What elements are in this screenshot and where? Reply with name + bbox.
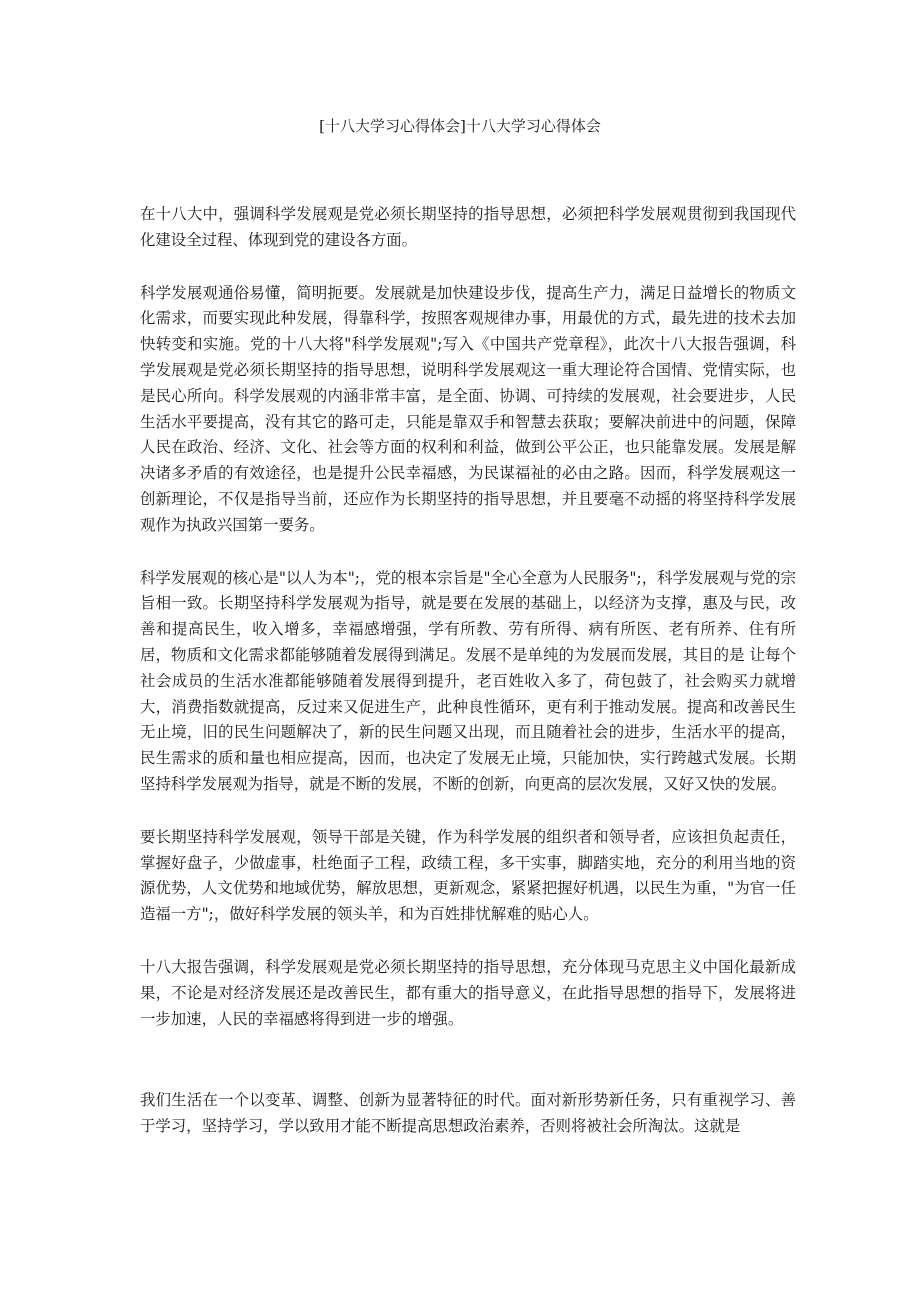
paragraph: 在十八大中，强调科学发展观是党必须长期坚持的指导思想，必须把科学发展观贯彻到我国现代化建设全过程、体现到党的建设各方面。 [140,205,796,249]
paragraph: 科学发展观的核心是"以人为本";，党的根本宗旨是"全心全意为人民服务";，科学发展观与党的宗旨相一致。长期坚持科学发展观为指导，就是要在发展的基础上，以经济为支撑，惠及与民，改善和提高民生，收入增多，幸福感增强，学有所教、劳有所得、病有所医、老有所养、住有所居，物质和文化需求都能够随着发展得到满足。发展不是单纯的为发展而发展，其目的是 让每个社会成员的生活水准都能够随着发展得到提升，老百姓收入多了，荷包鼓了，社会购买力就增大，消费指数就提高，反过来又促进生产，此种良性循环，更有利于推动发展。提高和改善民生无止境，旧的民生问题解决了，新的民生问题又出现，而且随着社会的进步，生活水平的提高，民生需求的质和量也相应提高，因而，也决定了发展无止境，只能加快，实行跨越式发展。长期坚持科学发展观为指导，就是不断的发展，不断的创新，向更高的层次发展，又好又快的发展。 [140,568,796,793]
document-body [140,202,796,1167]
paragraph: 科学发展观通俗易懂，简明扼要。发展就是加快建设步伐，提高生产力，满足日益增长的物质文化需求，而要实现此种发展，得靠科学，按照客观规律办事，用最优的方式，最先进的技术去加快转变和实施。党的十八大将"科学发展观";写入《中国共产党章程》，此次十八大报告强调，科学发展观是党必须长期坚持的指导思想，说明科学发展观这一重大理论符合国情、党情实际，也是民心所向。科学发展观的内涵非常丰富，是全面、协调、可持续的发展观，社会要进步，人民生活水平要提高，没有其它的路可走，只能是靠双手和智慧去获取；要解决前进中的问题，保障人民在政治、经济、文化、社会等方面的权利和利益，做到公平公正，也只能靠发展。发展是解决诸多矛盾的有效途径，也是提升公民幸福感，为民谋福祉的必由之路。因而，科学发展观这一创新理论，不仅是指导当前，还应作为长期坚持的指导思想，并且要毫不动摇的将坚持科学发展观作为执政兴国第一要务。 [140,283,796,534]
paragraph: 十八大报告强调，科学发展观是党必须长期坚持的指导思想，充分体现马克思主义中国化最新成果，不论是对经济发展还是改善民生，都有重大的指导意义，在此指导思想的指导下，发展将进一步加速，人民的幸福感将得到进一步的增强。 [140,957,796,1028]
paragraph: 我们生活在一个以变革、调整、创新为显著特征的时代。面对新形势新任务，只有重视学习、善于学习，坚持学习，学以致用才能不断提高思想政治素养，否则将被社会所淘汰。这就是 [140,1091,796,1136]
paragraph: 要长期坚持科学发展观，领导干部是关键，作为科学发展的组织者和领导者，应该担负起责任，掌握好盘子，少做虚事，杜绝面子工程，政绩工程，多干实事，脚踏实地，充分的利用当地的资源优势，人文优势和地域优势，解放思想，更新观念，紧紧把握好机遇，以民生为重，"为官一任造福一方";，做好科学发展的领头羊，和为百姓排忧解难的贴心人。 [140,827,796,924]
document-title: [十八大学习心得体会]十八大学习心得体会 [319,117,601,135]
